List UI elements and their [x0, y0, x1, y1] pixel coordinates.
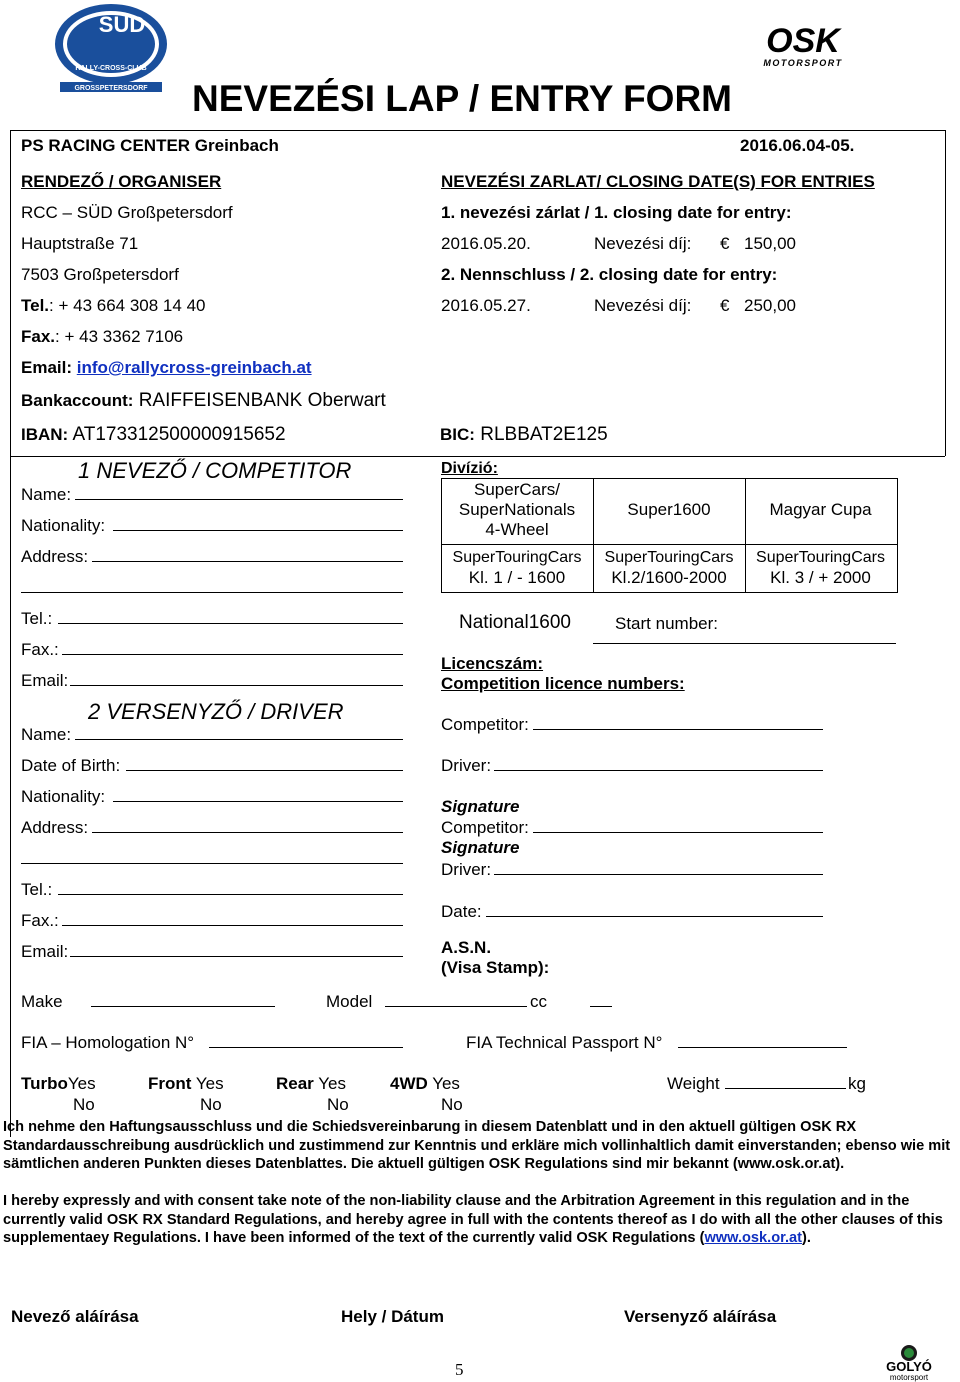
euro-icon: €	[720, 234, 730, 253]
driver-fax-field[interactable]	[62, 925, 403, 926]
turbo-option[interactable]: TurboYes	[21, 1074, 96, 1093]
kg-label: kg	[848, 1074, 866, 1093]
asn-label: A.S.N.	[441, 938, 492, 957]
competitor-nationality-field[interactable]	[113, 530, 403, 531]
licence-competitor-label: Competitor:	[441, 715, 529, 734]
driver-name-field[interactable]	[75, 739, 403, 740]
competitor-name-label: Name:	[21, 485, 72, 504]
passport-label: FIA Technical Passport N°	[466, 1033, 663, 1052]
division-super1600[interactable]: Super1600	[627, 500, 711, 519]
organiser-line3: 7503 Großpetersdorf	[21, 265, 179, 284]
closing-second-date: 2016.05.27.	[441, 296, 531, 315]
competitor-nationality-label: Nationality:	[21, 516, 106, 535]
licence-driver-field[interactable]	[494, 770, 823, 771]
email-link[interactable]: info@rallycross-greinbach.at	[76, 358, 312, 377]
licence-driver-label: Driver:	[441, 756, 492, 775]
date-field[interactable]	[486, 916, 823, 917]
closing-heading: NEVEZÉSI ZARLAT/ CLOSING DATE(S) FOR ENTRIES	[441, 172, 875, 191]
closing-first-fee-label: Nevezési díj:	[594, 234, 692, 253]
svg-text:GROSSPETERSDORF: GROSSPETERSDORF	[74, 85, 148, 92]
driver-dob-field[interactable]	[126, 770, 403, 771]
osk-logo	[758, 22, 848, 70]
osk-link[interactable]: www.osk.or.at	[704, 1230, 803, 1247]
organiser-tel: Tel.: + 43 664 308 14 40	[21, 296, 206, 315]
svg-text:OSK: OSK	[766, 22, 840, 60]
competitor-email-field[interactable]	[70, 685, 403, 686]
date-label: Date:	[441, 902, 482, 921]
euro-icon: €	[720, 296, 730, 315]
svg-text:motorsport: motorsport	[889, 1373, 929, 1382]
division-row-divider	[441, 544, 897, 545]
driver-dob-label: Date of Birth:	[21, 756, 121, 775]
homologation-label: FIA – Homologation N°	[21, 1033, 195, 1052]
closing-second-label: 2. Nennschluss / 2. closing date for entry:	[441, 265, 778, 284]
cc-label: cc	[530, 992, 547, 1011]
competitor-tel-field[interactable]	[58, 623, 403, 624]
frame-right	[945, 130, 946, 456]
frame-top	[10, 130, 945, 131]
licence-competitor-field[interactable]	[533, 729, 823, 730]
signature-competitor: Nevező aláírása	[11, 1307, 139, 1326]
model-label: Model	[326, 992, 373, 1011]
competitor-email-label: Email:	[21, 671, 69, 690]
signature-heading: Signature	[441, 797, 520, 816]
competitor-fax-label: Fax.:	[21, 640, 59, 659]
driver-email-label: Email:	[21, 942, 69, 961]
division-heading: Divízió:	[441, 460, 498, 477]
organiser-heading: RENDEZŐ / ORGANISER	[21, 172, 222, 191]
closing-second-fee: 250,00	[744, 296, 796, 315]
driver-address-label: Address:	[21, 818, 89, 837]
declaration-de: Ich nehme den Haftungsausschluss und die Schiedsvereinbarung in diesem Datenblatt und in den aktuell gültigen OSK RX Standardausschreibung ausdrücklich und zustimmend zur Kenntnis und erkläre mich vollinhaltlich damit einverstanden; ebenso wie mit sämtlichen anderen Punkten dieses Datenblattes. Die aktuell gültigen OSK Regulations sind mir bekannt (www.osk.or.at).	[3, 1119, 951, 1173]
organiser-bank: Bankaccount: RAIFFEISENBANK Oberwart	[21, 390, 386, 411]
division-stc-kl2[interactable]: SuperTouringCars Kl.2/1600-2000	[604, 549, 734, 587]
organiser-line2: Hauptstraße 71	[21, 234, 139, 253]
page-title: NEVEZÉSI LAP / ENTRY FORM	[192, 78, 733, 119]
event-date: 2016.06.04-05.	[740, 136, 855, 155]
start-number-label: Start number:	[615, 614, 718, 633]
event-name: PS RACING CENTER Greinbach	[21, 136, 279, 155]
frame-left	[10, 130, 11, 1137]
golyo-logo	[878, 1344, 940, 1382]
driver-address-field-2[interactable]	[21, 863, 403, 864]
declaration-en: I hereby expressly and with consent take note of the non-liability clause and the Arbitration Agreement in this regulation and in the currently valid OSK RX Standard Regulations, and hereby agree in full with the contents thereof as I do with all the other clauses of this supplementaey Regulations. I have been informed of the text of the currently valid OSK Regulations (www.osk.or.at).	[3, 1193, 943, 1247]
signature-competitor-label: Competitor:	[441, 818, 529, 837]
cc-field[interactable]	[590, 1006, 612, 1007]
bic: BIC: RLBBAT2E125	[440, 424, 608, 445]
closing-first-date: 2016.05.20.	[441, 234, 531, 253]
signature-driver-field[interactable]	[494, 874, 823, 875]
front-no[interactable]: No	[200, 1095, 222, 1114]
page-number: 5	[455, 1360, 464, 1379]
organiser-line1: RCC – SÜD Großpetersdorf	[21, 203, 233, 222]
driver-nationality-field[interactable]	[113, 801, 403, 802]
competitor-fax-field[interactable]	[62, 654, 403, 655]
competitor-address-label: Address:	[21, 547, 89, 566]
svg-text:SÜD: SÜD	[98, 12, 146, 37]
driver-email-field[interactable]	[70, 956, 403, 957]
driver-fax-label: Fax.:	[21, 911, 59, 930]
make-label: Make	[21, 992, 63, 1011]
rear-option[interactable]: Rear Yes	[276, 1074, 346, 1093]
model-field[interactable]	[385, 1006, 527, 1007]
division-national1600[interactable]: National1600	[459, 612, 571, 633]
driver-address-field[interactable]	[92, 832, 403, 833]
competitor-heading: 1 NEVEZŐ / COMPETITOR	[78, 458, 352, 483]
closing-first-fee: 150,00	[744, 234, 796, 253]
competitor-tel-label: Tel.:	[21, 609, 53, 628]
competitor-address-field-2[interactable]	[21, 592, 403, 593]
driver-name-label: Name:	[21, 725, 72, 744]
signature-competitor-field[interactable]	[533, 832, 823, 833]
svg-text:GOLYÓ: GOLYÓ	[886, 1359, 932, 1374]
svg-text:MOTORSPORT: MOTORSPORT	[763, 58, 843, 68]
driver-tel-label: Tel.:	[21, 880, 53, 899]
rear-no[interactable]: No	[327, 1095, 349, 1114]
signature-place-date: Hely / Dátum	[341, 1307, 444, 1326]
signature-heading-2: Signature	[441, 838, 520, 857]
organiser-fax: Fax.: + 43 3362 7106	[21, 327, 184, 346]
closing-second-fee-label: Nevezési díj:	[594, 296, 692, 315]
organiser-iban: IBAN: AT173312500000915652	[21, 424, 286, 445]
driver-heading: 2 VERSENYZŐ / DRIVER	[88, 699, 344, 724]
homologation-field[interactable]	[209, 1047, 403, 1048]
make-field[interactable]	[91, 1006, 275, 1007]
weight-field[interactable]	[725, 1088, 846, 1089]
division-stc-kl1[interactable]: SuperTouringCars Kl. 1 / - 1600	[452, 549, 582, 587]
signature-driver: Versenyző aláírása	[624, 1307, 777, 1326]
signature-driver-label: Driver:	[441, 860, 492, 879]
driver-nationality-label: Nationality:	[21, 787, 106, 806]
division-magyar-cupa[interactable]: Magyar Cupa	[769, 500, 872, 519]
passport-field[interactable]	[678, 1047, 847, 1048]
turbo-no[interactable]: No	[73, 1095, 95, 1114]
licence-heading: Licencszám:	[441, 654, 544, 673]
division-stc-kl3[interactable]: SuperTouringCars Kl. 3 / + 2000	[756, 549, 885, 587]
closing-first-label: 1. nevezési zárlat / 1. closing date for entry:	[441, 203, 792, 222]
start-number-field[interactable]	[593, 643, 896, 644]
frame-divider	[10, 456, 945, 457]
front-option[interactable]: Front Yes	[148, 1074, 224, 1093]
svg-text:RALLY-CROSS-CLUB: RALLY-CROSS-CLUB	[75, 65, 147, 72]
fourwd-option[interactable]: 4WD Yes	[390, 1074, 460, 1093]
organiser-email: Email: info@rallycross-greinbach.at	[21, 358, 312, 377]
club-logo	[52, 2, 170, 92]
licence-heading-en: Competition licence numbers:	[441, 674, 685, 693]
competitor-address-field[interactable]	[92, 561, 403, 562]
fourwd-no[interactable]: No	[441, 1095, 463, 1114]
visa-stamp-label: (Visa Stamp):	[441, 958, 550, 977]
driver-tel-field[interactable]	[58, 894, 403, 895]
competitor-name-field[interactable]	[75, 499, 403, 500]
division-supercars[interactable]: SuperCars/ SuperNationals 4-Wheel	[458, 480, 576, 539]
weight-label: Weight	[667, 1074, 720, 1093]
